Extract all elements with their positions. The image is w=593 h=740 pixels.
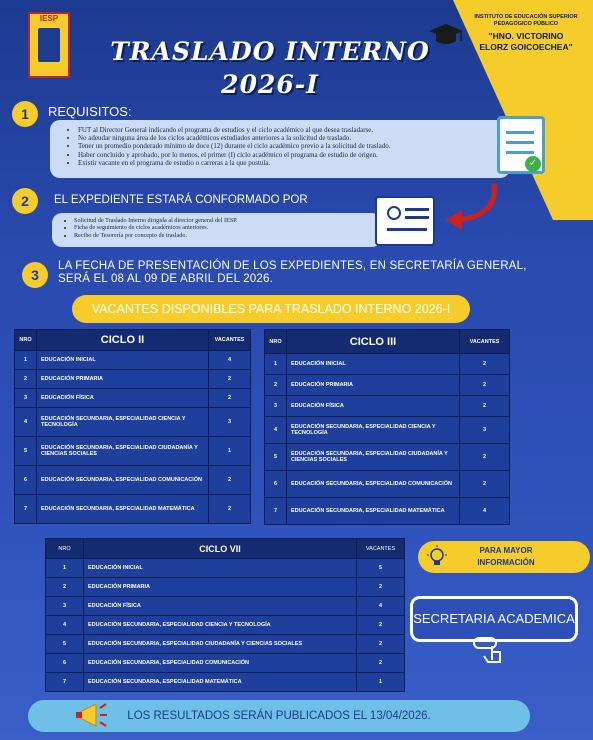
requirements-list — [50, 120, 510, 167]
value-cell: 2 — [357, 635, 405, 654]
value-cell: 2 — [46, 578, 84, 597]
table-row — [46, 578, 405, 597]
value-cell: 2 — [460, 375, 510, 396]
table-row — [46, 654, 405, 673]
program-cell: EDUCACIÓN SECUNDARIA, ESPECIALIDAD COMUNICACIÓN — [37, 466, 209, 495]
submission-date-text: LA FECHA DE PRESENTACIÓN DE LOS EXPEDIENTES, EN SECRETARÍA GENERAL, SERÁ EL 08 AL 09 DE ABRIL DEL 2026. — [58, 260, 527, 285]
value-cell: 4 — [460, 498, 510, 525]
check-icon: ✓ — [525, 156, 541, 172]
red-arrow-icon — [432, 180, 502, 230]
value-cell: 2 — [460, 471, 510, 498]
value-cell: 4 — [265, 417, 287, 444]
table-row — [265, 498, 510, 525]
value-cell: 7 — [46, 673, 84, 692]
value-cell: 5 — [357, 559, 405, 578]
program-cell: EDUCACIÓN FÍSICA — [287, 396, 460, 417]
lightbulb-icon — [426, 545, 448, 569]
value-cell: 4 — [46, 616, 84, 635]
logo-top-text: IESP — [39, 14, 59, 23]
expedient-item: • Solicitud de Traslado Interno dirigida al director general del IESP. — [74, 217, 382, 224]
megaphone-icon — [76, 702, 108, 730]
table-row — [15, 389, 251, 408]
value-cell: 2 — [460, 444, 510, 471]
table-row — [15, 408, 251, 437]
table-row — [265, 396, 510, 417]
value-cell: 5 — [46, 635, 84, 654]
value-cell: 1 — [357, 673, 405, 692]
table-row — [265, 354, 510, 375]
table-row — [46, 559, 405, 578]
program-cell: EDUCACIÓN INICIAL — [287, 354, 460, 375]
vacantes-header: VACANTES — [209, 330, 251, 351]
table-row — [46, 673, 405, 692]
results-banner: LOS RESULTADOS SERÁN PUBLICADOS EL 13/04/2026. — [28, 700, 530, 732]
value-cell: 7 — [265, 498, 287, 525]
section2-number: 2 — [12, 188, 38, 214]
value-cell: 2 — [460, 396, 510, 417]
requirement-item: • Tener un promedio ponderado mínimo de doce (12) durante el ciclo académico previo a la solicitud de traslado. — [78, 142, 510, 150]
program-cell: EDUCACIÓN INICIAL — [84, 559, 357, 578]
ciclo-vii-title: CICLO VII — [84, 539, 357, 559]
value-cell: 2 — [357, 654, 405, 673]
program-cell: EDUCACIÓN SECUNDARIA, ESPECIALIDAD CIENCIA Y TECNOLOGÍA — [37, 408, 209, 437]
table-row — [265, 417, 510, 444]
value-cell: 5 — [265, 444, 287, 471]
iesp-logo — [28, 12, 70, 78]
nro-header: NRO — [46, 539, 84, 559]
table-row — [265, 375, 510, 396]
table-row — [46, 616, 405, 635]
program-cell: EDUCACIÓN SECUNDARIA, ESPECIALIDAD MATEMÁTICA — [287, 498, 460, 525]
ciclo-iii-table — [264, 329, 510, 525]
value-cell: 2 — [209, 495, 251, 524]
section3-number: 3 — [22, 262, 48, 288]
more-info-line1: PARA MAYOR — [479, 546, 533, 555]
value-cell: 2 — [357, 578, 405, 597]
value-cell: 2 — [209, 466, 251, 495]
program-cell: EDUCACIÓN SECUNDARIA, ESPECIALIDAD CIUDADANÍA Y CIENCIAS SOCIALES — [84, 635, 357, 654]
program-cell: EDUCACIÓN SECUNDARIA, ESPECIALIDAD CIENCIA Y TECNOLOGÍA — [287, 417, 460, 444]
program-cell: EDUCACIÓN INICIAL — [37, 351, 209, 370]
vacantes-header: VACANTES — [357, 539, 405, 559]
expedient-list — [52, 213, 382, 239]
value-cell: 6 — [46, 654, 84, 673]
value-cell: 3 — [209, 408, 251, 437]
graduation-cap-icon — [428, 22, 464, 48]
value-cell: 4 — [15, 408, 37, 437]
program-cell: EDUCACIÓN PRIMARIA — [84, 578, 357, 597]
value-cell: 3 — [15, 389, 37, 408]
value-cell: 4 — [209, 351, 251, 370]
value-cell: 6 — [265, 471, 287, 498]
institution-line2: PEDAGÓGICO PÚBLICO — [493, 21, 559, 27]
requirement-item: • No adeudar ninguna área de los ciclos académicos estudiados anteriores a la solicitud de traslado. — [78, 134, 510, 142]
table-row — [15, 370, 251, 389]
program-cell: EDUCACIÓN PRIMARIA — [287, 375, 460, 396]
requirement-item: • Existir vacante en el programa de estudio o carreras a la que postula. — [78, 159, 510, 167]
table-row — [15, 351, 251, 370]
table-row — [46, 635, 405, 654]
ciclo-ii-table — [14, 329, 251, 524]
more-info-text — [470, 545, 542, 569]
value-cell: 2 — [265, 375, 287, 396]
program-cell: EDUCACIÓN FÍSICA — [84, 597, 357, 616]
program-cell: EDUCACIÓN SECUNDARIA, ESPECIALIDAD CIUDADANÍA Y CIENCIAS SOCIALES — [37, 437, 209, 466]
vacancies-banner: VACANTES DISPONIBLES PARA TRASLADO INTERNO 2026-I — [72, 295, 470, 323]
institution-name-line2: ELORZ GOICOECHEA" — [479, 42, 573, 52]
program-cell: EDUCACIÓN SECUNDARIA, ESPECIALIDAD MATEMÁTICA — [37, 495, 209, 524]
value-cell: 2 — [209, 389, 251, 408]
value-cell: 4 — [357, 597, 405, 616]
requirement-item: • FUT al Director General indicando el programa de estudios y el ciclo académico al que desea trasladarse. — [78, 126, 510, 134]
section2-heading: EL EXPEDIENTE ESTARÁ CONFORMADO POR — [54, 194, 308, 206]
value-cell: 2 — [15, 370, 37, 389]
ciclo-iii-title: CICLO III — [287, 330, 460, 354]
value-cell: 1 — [46, 559, 84, 578]
value-cell: 2 — [460, 354, 510, 375]
table-row — [46, 597, 405, 616]
value-cell: 1 — [265, 354, 287, 375]
value-cell: 2 — [209, 370, 251, 389]
value-cell: 1 — [209, 437, 251, 466]
institution-name — [466, 14, 586, 53]
value-cell: 6 — [15, 466, 37, 495]
document-folder-icon — [375, 196, 435, 246]
value-cell: 3 — [265, 396, 287, 417]
table-row — [265, 444, 510, 471]
more-info-line2: INFORMACIÓN — [477, 558, 535, 567]
table-row — [265, 471, 510, 498]
expedient-item: • Recibo de Tesorería por concepto de traslado. — [74, 232, 382, 239]
value-cell: 2 — [357, 616, 405, 635]
value-cell: 5 — [15, 437, 37, 466]
hand-pointer-icon — [470, 636, 514, 666]
value-cell: 3 — [46, 597, 84, 616]
institution-line1: INSTITUTO DE EDUCACIÓN SUPERIOR — [474, 14, 578, 20]
program-cell: EDUCACIÓN FÍSICA — [37, 389, 209, 408]
institution-name-line1: "HNO. VICTORINO — [488, 31, 564, 41]
program-cell: EDUCACIÓN PRIMARIA — [37, 370, 209, 389]
title-line2: 2026-I — [221, 70, 319, 99]
logo-shield — [38, 28, 60, 62]
section1-heading: REQUISITOS: — [48, 104, 132, 119]
ciclo-ii-title: CICLO II — [37, 330, 209, 351]
program-cell: EDUCACIÓN SECUNDARIA, ESPECIALIDAD MATEMÁTICA — [84, 673, 357, 692]
nro-header: NRO — [265, 330, 287, 354]
value-cell: 1 — [15, 351, 37, 370]
expedient-item: • Ficha de seguimiento de ciclos académicos anteriores. — [74, 224, 382, 231]
ciclo-vii-table — [45, 538, 405, 692]
secretaria-academica-button[interactable]: SECRETARIA ACADEMICA — [410, 596, 578, 642]
program-cell: EDUCACIÓN SECUNDARIA, ESPECIALIDAD CIENCIA Y TECNOLOGÍA — [84, 616, 357, 635]
program-cell: EDUCACIÓN SECUNDARIA, ESPECIALIDAD COMUNICACIÓN — [84, 654, 357, 673]
title-line1: TRASLADO INTERNO — [110, 37, 430, 66]
requirements-box — [50, 120, 510, 178]
value-cell: 3 — [460, 417, 510, 444]
expedient-box — [52, 213, 382, 247]
table-row — [15, 466, 251, 495]
program-cell: EDUCACIÓN SECUNDARIA, ESPECIALIDAD COMUNICACIÓN — [287, 471, 460, 498]
vacantes-header: VACANTES — [460, 330, 510, 354]
table-row — [15, 437, 251, 466]
value-cell: 7 — [15, 495, 37, 524]
table-row — [15, 495, 251, 524]
requirement-item: • Haber concluido y aprobado, por lo menos, el primer (I) ciclo académico el programa de estudio de origen. — [78, 151, 510, 159]
program-cell: EDUCACIÓN SECUNDARIA, ESPECIALIDAD CIUDADANÍA Y CIENCIAS SOCIALES — [287, 444, 460, 471]
nro-header: NRO — [15, 330, 37, 351]
section1-number: 1 — [12, 101, 38, 127]
page-title — [100, 36, 440, 102]
